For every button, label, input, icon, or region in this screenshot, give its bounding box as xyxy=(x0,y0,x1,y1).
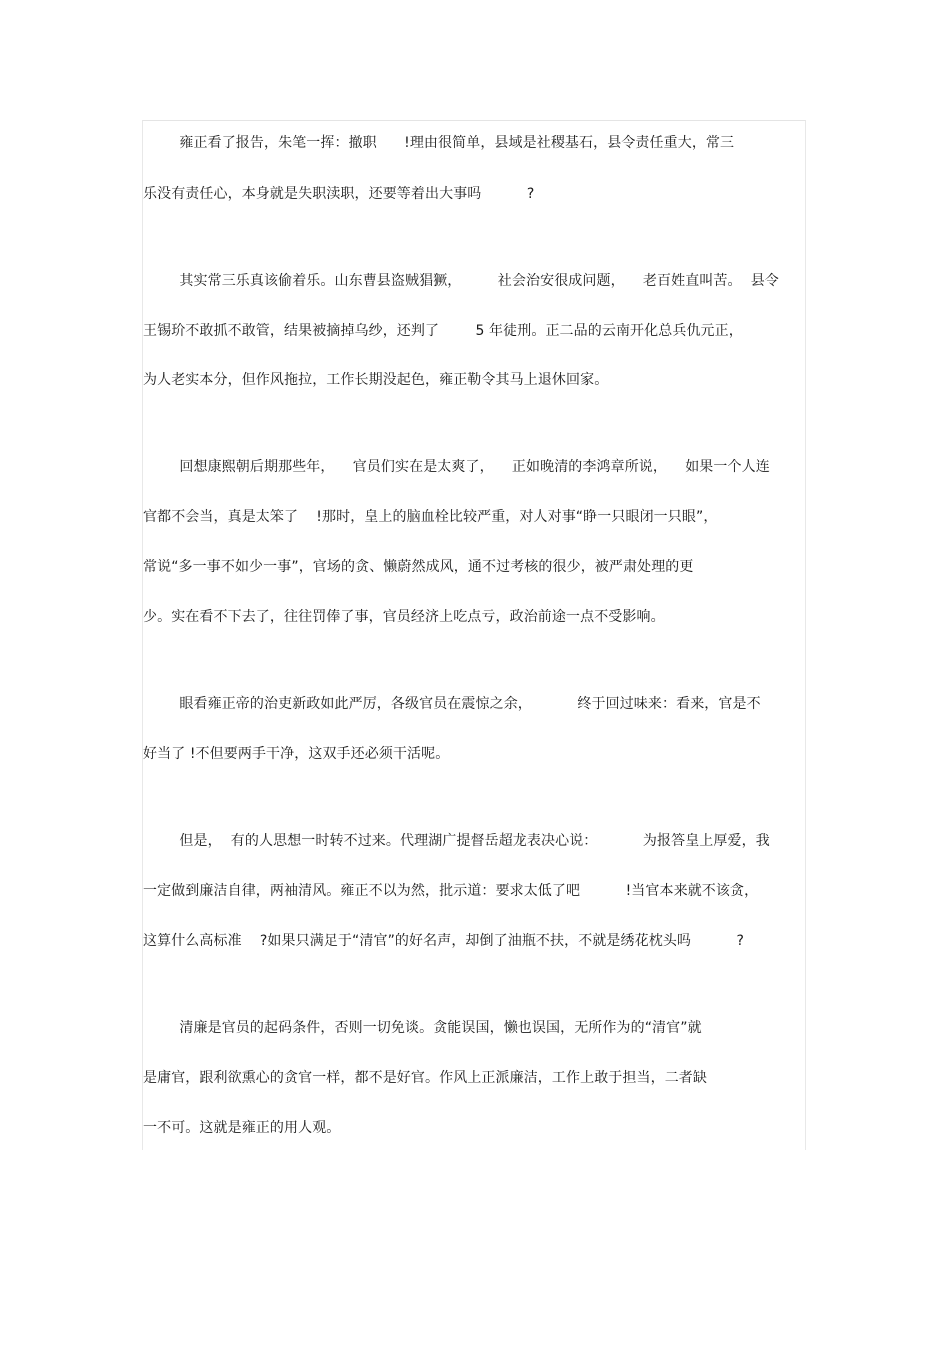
paragraph-5-line-3: 这算什么高标准 ?如果只满足于“清官”的好名声，却倒了油瓶不扶，不就是绣花枕头吗 ? xyxy=(143,933,745,949)
paragraph-4-line-2: 好当了 !不但要两手干净，这双手还必须干活呢。 xyxy=(143,746,450,762)
paragraph-2-line-1: 其实常三乐真该偷着乐。山东曹县盗贼猖獗， 社会治安很成问题， 老百姓直叫苦。 县令 xyxy=(143,273,779,289)
paragraph-5-line-1: 但是， 有的人思想一时转不过来。代理湖广提督岳超龙表决心说： 为报答皇上厚爱，我 xyxy=(143,833,770,849)
paragraph-5-line-2: 一定做到廉洁自律，两袖清风。雍正不以为然，批示道：要求太低了吧 !当官本来就不该贪， xyxy=(143,883,759,899)
paragraph-2-line-3: 为人老实本分，但作风拖拉，工作长期没起色，雍正勒令其马上退休回家。 xyxy=(143,372,609,388)
paragraph-1-line-2: 乐没有责任心，本身就是失职渎职，还要等着出大事吗 ? xyxy=(143,186,535,202)
paragraph-3-line-1: 回想康熙朝后期那些年， 官员们实在是太爽了， 正如晚清的李鸿章所说， 如果一个人连 xyxy=(143,459,770,475)
paragraph-1-line-1: 雍正看了报告，朱笔一挥：撤职 !理由很简单，县域是社稷基石，县令责任重大，常三 xyxy=(143,135,735,151)
paragraph-3-line-2: 官都不会当，真是太笨了 !那时，皇上的脑血栓比较严重，对人对事“睁一只眼闭一只眼”， xyxy=(143,509,718,525)
paragraph-6-line-1: 清廉是官员的起码条件，否则一切免谈。贪能误国，懒也误国，无所作为的“清官”就 xyxy=(143,1020,702,1036)
paragraph-2-line-2: 王锡玠不敢抓不敢管，结果被摘掉乌纱，还判了 5 年徒刑。正二品的云南开化总兵仇元正， xyxy=(143,323,743,339)
paragraph-6-line-2: 是庸官，跟利欲熏心的贪官一样，都不是好官。作风上正派廉洁，工作上敢于担当，二者缺 xyxy=(143,1070,707,1086)
paragraph-3-line-3: 常说“多一事不如少一事”，官场的贪、懒蔚然成风，通不过考核的很少，被严肃处理的更 xyxy=(143,559,694,575)
paragraph-6-line-3: 一不可。这就是雍正的用人观。 xyxy=(143,1120,341,1136)
paragraph-4-line-1: 眼看雍正帝的治吏新政如此严厉，各级官员在震惊之余， 终于回过味来：看来，官是不 xyxy=(143,696,761,712)
paragraph-3-line-4: 少。实在看不下去了，往往罚俸了事，官员经济上吃点亏，政治前途一点不受影响。 xyxy=(143,609,665,625)
document-page xyxy=(142,120,806,1150)
